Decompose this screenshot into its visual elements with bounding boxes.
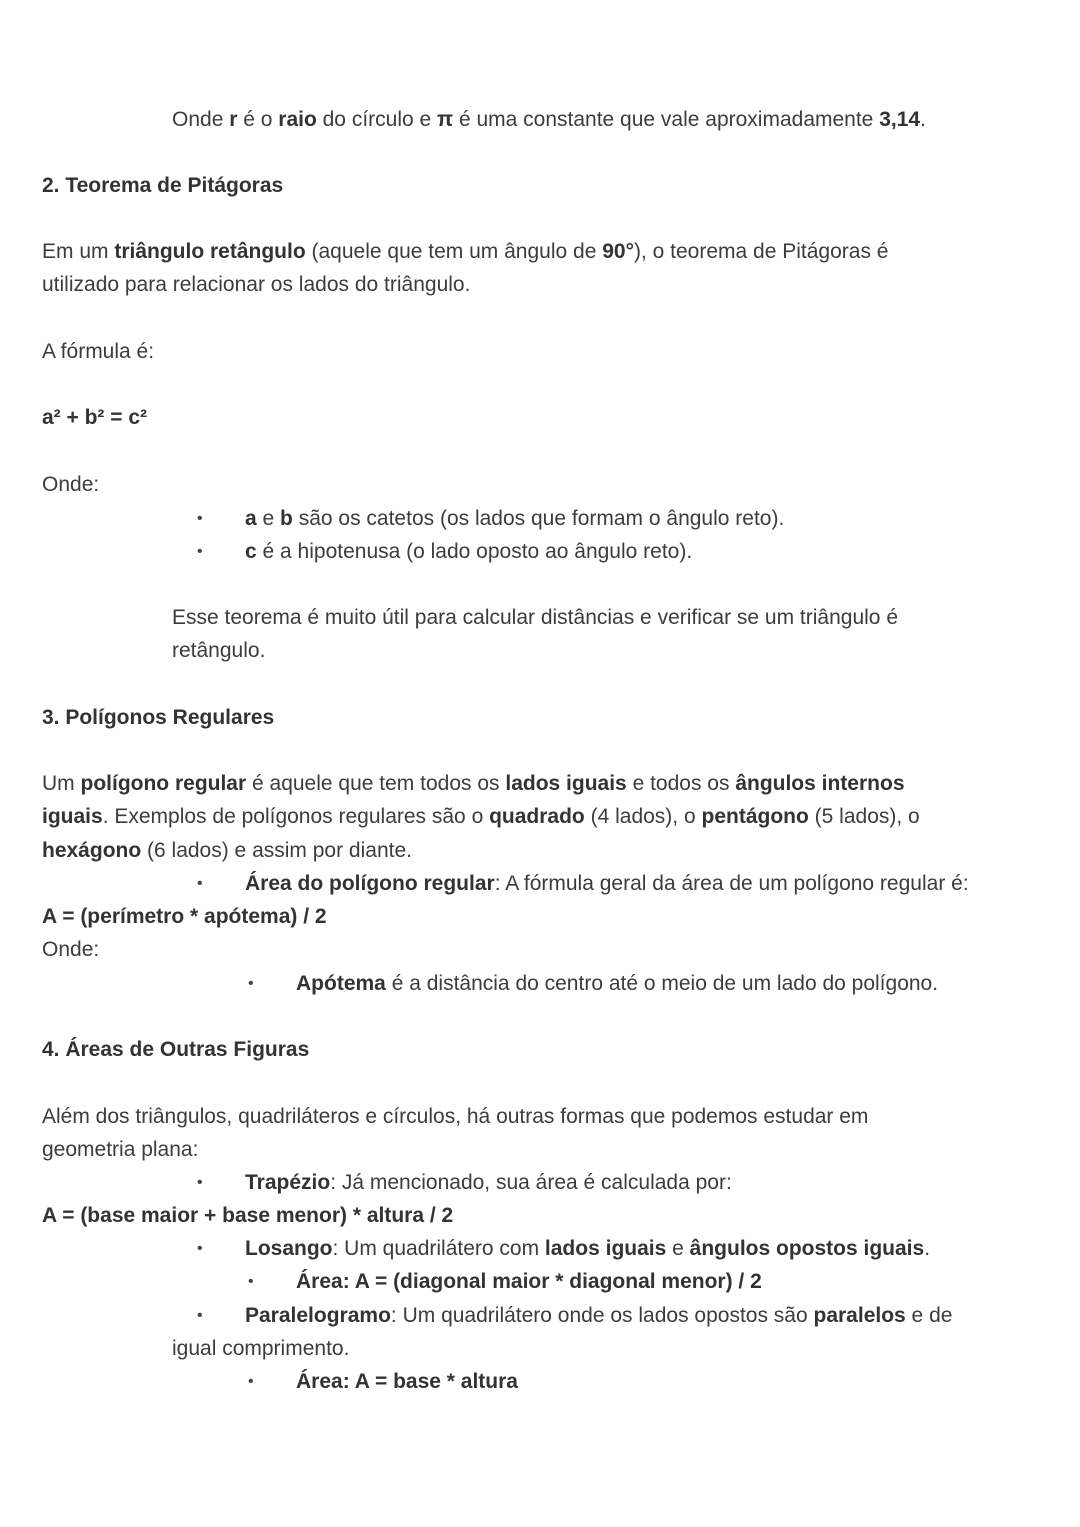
- list-item: [245, 502, 784, 535]
- bold-text: Trapézio: [245, 1171, 331, 1194]
- text: e de: [905, 1304, 953, 1327]
- text: é uma constante que vale aproximadamente: [453, 108, 880, 131]
- bullet-icon: •: [197, 1307, 203, 1324]
- list-item: [296, 967, 938, 1000]
- list-item: [245, 535, 692, 568]
- paragraph-line: utilizado para relacionar os lados do triângulo.: [42, 273, 471, 296]
- list-item: [245, 1166, 732, 1199]
- paragraph-line: igual comprimento.: [172, 1337, 350, 1360]
- bold-text: polígono regular: [80, 772, 247, 795]
- bold-text: pentágono: [701, 805, 809, 828]
- text: .: [920, 108, 926, 131]
- text: Em um: [42, 240, 115, 263]
- bold-text: Área do polígono regular: [245, 872, 495, 895]
- text: : A fórmula geral da área de um polígono regular é:: [494, 872, 969, 895]
- bold-text: π: [437, 108, 454, 131]
- paragraph-line: [42, 800, 920, 833]
- bold-text: Paralelogramo: [245, 1304, 391, 1327]
- trapezio-formula: A = (base maior + base menor) * altura / 2: [42, 1204, 454, 1227]
- bold-text: Apótema: [296, 972, 386, 995]
- bullet-icon: •: [197, 1174, 203, 1191]
- text: (6 lados) e assim por diante.: [141, 839, 412, 862]
- bold-text: triângulo retângulo: [114, 240, 306, 263]
- paragraph-line: retângulo.: [172, 639, 266, 662]
- section-heading-areas: 4. Áreas de Outras Figuras: [42, 1038, 310, 1061]
- bold-text: raio: [278, 108, 317, 131]
- bold-text: lados iguais: [505, 772, 627, 795]
- polygon-area-formula: A = (perímetro * apótema) / 2: [42, 905, 327, 928]
- paragraph-line: [42, 235, 888, 268]
- text: (5 lados), o: [808, 805, 920, 828]
- bullet-icon: •: [248, 1373, 254, 1390]
- text: . Exemplos de polígonos regulares são o: [102, 805, 490, 828]
- bold-text: a: [245, 507, 257, 530]
- paragraph-line: Além dos triângulos, quadriláteros e círculos, há outras formas que podemos estudar em: [42, 1105, 869, 1128]
- formula-label: A fórmula é:: [42, 340, 155, 363]
- bold-text: ângulos opostos iguais: [689, 1237, 925, 1260]
- list-item: [245, 1299, 952, 1332]
- text: : Já mencionado, sua área é calculada por:: [330, 1171, 732, 1194]
- text: .: [924, 1237, 931, 1260]
- bold-text: hexágono: [42, 839, 142, 862]
- section-heading-poligonos: 3. Polígonos Regulares: [42, 706, 275, 729]
- bullet-icon: •: [197, 875, 203, 892]
- text: (4 lados), o: [584, 805, 702, 828]
- text: é aquele que tem todos os: [246, 772, 506, 795]
- list-item: [245, 867, 969, 900]
- text: ), o teorema de Pitágoras é: [633, 240, 889, 263]
- bold-text: r: [229, 108, 238, 131]
- text: Onde: [172, 108, 230, 131]
- bold-text: c: [245, 540, 257, 563]
- list-item: [245, 1232, 930, 1265]
- paragraph-line: [42, 834, 412, 867]
- bold-text: Losango: [245, 1237, 333, 1260]
- where-label: Onde:: [42, 938, 100, 961]
- bold-text: 3,14: [879, 108, 921, 131]
- circle-note: [172, 103, 926, 136]
- text: é a distância do centro até o meio de um lado do polígono.: [385, 972, 939, 995]
- bullet-icon: •: [248, 1273, 254, 1290]
- text: e: [256, 507, 281, 530]
- text: e: [666, 1237, 690, 1260]
- losango-area: Área: A = (diagonal maior * diagonal menor) / 2: [296, 1270, 762, 1293]
- text: Um: [42, 772, 81, 795]
- text: : Um quadrilátero onde os lados opostos são: [390, 1304, 814, 1327]
- bullet-icon: •: [197, 1240, 203, 1257]
- pythagoras-formula: a² + b² = c²: [42, 406, 148, 429]
- bold-text: ângulos internos: [735, 772, 905, 795]
- paragraph-line: geometria plana:: [42, 1138, 199, 1161]
- text: do círculo e: [316, 108, 438, 131]
- bold-text: iguais: [42, 805, 103, 828]
- paragraph-line: [42, 767, 905, 800]
- bullet-icon: •: [248, 975, 254, 992]
- bold-text: 90°: [602, 240, 634, 263]
- text: : Um quadrilátero com: [332, 1237, 545, 1260]
- where-label: Onde:: [42, 473, 100, 496]
- text: e todos os: [626, 772, 736, 795]
- paralelogramo-area: Área: A = base * altura: [296, 1370, 518, 1393]
- text: é a hipotenusa (o lado oposto ao ângulo reto).: [256, 540, 693, 563]
- text: (aquele que tem um ângulo de: [305, 240, 603, 263]
- section-heading-pitagoras: 2. Teorema de Pitágoras: [42, 174, 284, 197]
- paragraph-line: Esse teorema é muito útil para calcular distâncias e verificar se um triângulo é: [172, 606, 898, 629]
- text: são os catetos (os lados que formam o ângulo reto).: [292, 507, 785, 530]
- bold-text: paralelos: [813, 1304, 906, 1327]
- bold-text: lados iguais: [544, 1237, 667, 1260]
- bullet-icon: •: [197, 510, 203, 527]
- text: é o: [237, 108, 279, 131]
- bold-text: quadrado: [489, 805, 585, 828]
- bullet-icon: •: [197, 543, 203, 560]
- bold-text: b: [280, 507, 293, 530]
